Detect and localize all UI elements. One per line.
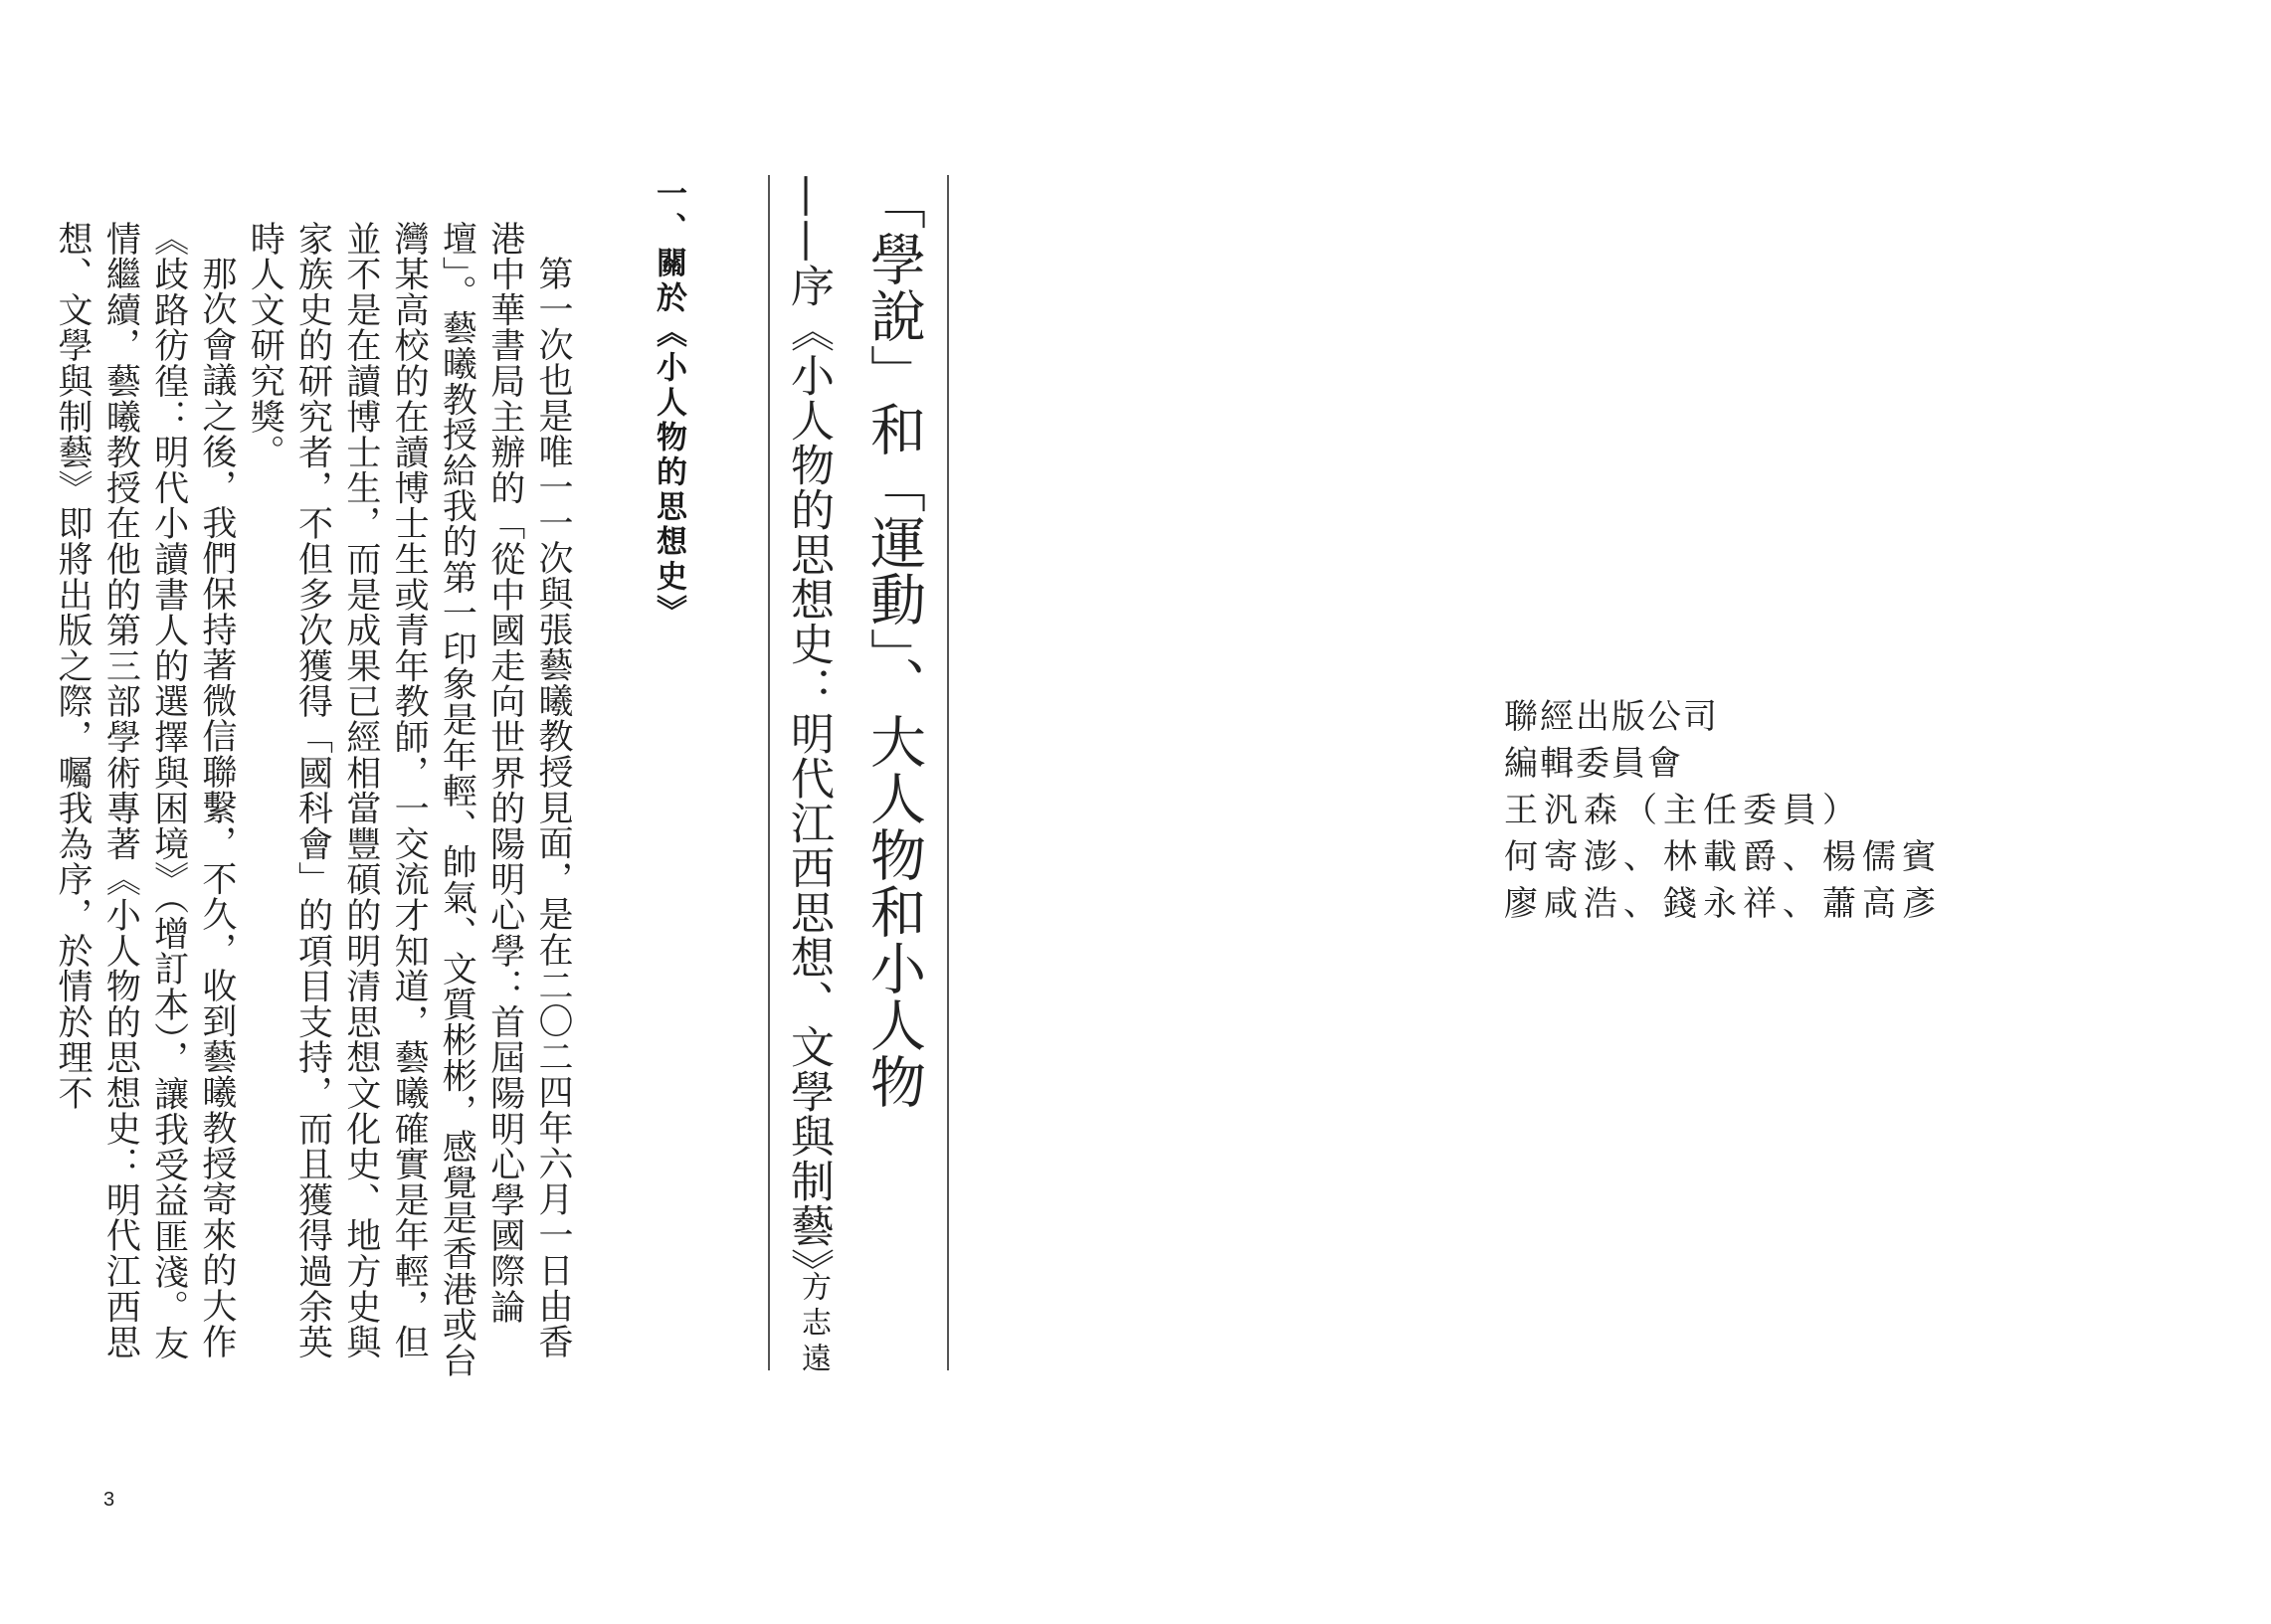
title-rule-left [768,175,770,1370]
author-name: 方志遠 [796,1271,831,1378]
subtitle: ——序《小人物的思想史：明代江西思想、文學與制藝》 [783,174,834,1293]
body-text [49,221,577,1394]
paragraph-2: 那次會議之後，我們保持著微信聯繫，不久，收到藝曦教授寄來的大作《歧路彷徨：明代小讀書人的選擇與困境》（增訂本），讓我受益匪淺。友情繼續，藝曦教授在他的第三部學術專著《小人物的思想史：明代江西思想、文學與制藝》即將出版之際，囑我為序，於情於理不 [53,221,237,1361]
paragraph-1: 第一次也是唯一一次與張藝曦教授見面，是在二〇二四年六月一日由香港中華書局主辦的「從中國走向世界的陽明心學：首屆陽明心學國際論壇」。藝曦教授給我的第一印象是年輕、帥氣、文質彬彬，感覺是香港或台灣某高校的在讀博士生或青年教師，一交流才知道，藝曦確實是年輕，但並不是在讀博士生，而是成果已經相當豐碩的明清思想文化史、地方史與家族史的研究者，不但多次獲得「國科會」的項目支持，而且獲得過余英時人文研究獎。 [245,221,573,1378]
main-title: 「學說」和「運動」、大人物和小人物 [861,174,926,1110]
board-members-2: 廖咸浩、錢永祥、蕭高彥 [1504,884,1942,924]
section-heading: 一、關於《小人物的思想史》 [651,177,686,630]
page-number: 3 [103,1489,115,1511]
title-rule-right [947,175,949,1370]
editorial-committee [1504,694,1942,928]
board-name: 編輯委員會 [1504,744,1683,784]
board-chair: 王汎森（主任委員） [1504,791,1862,830]
board-members-1: 何寄澎、林載爵、楊儒賓 [1504,837,1942,877]
publisher-name: 聯經出版公司 [1504,697,1719,737]
